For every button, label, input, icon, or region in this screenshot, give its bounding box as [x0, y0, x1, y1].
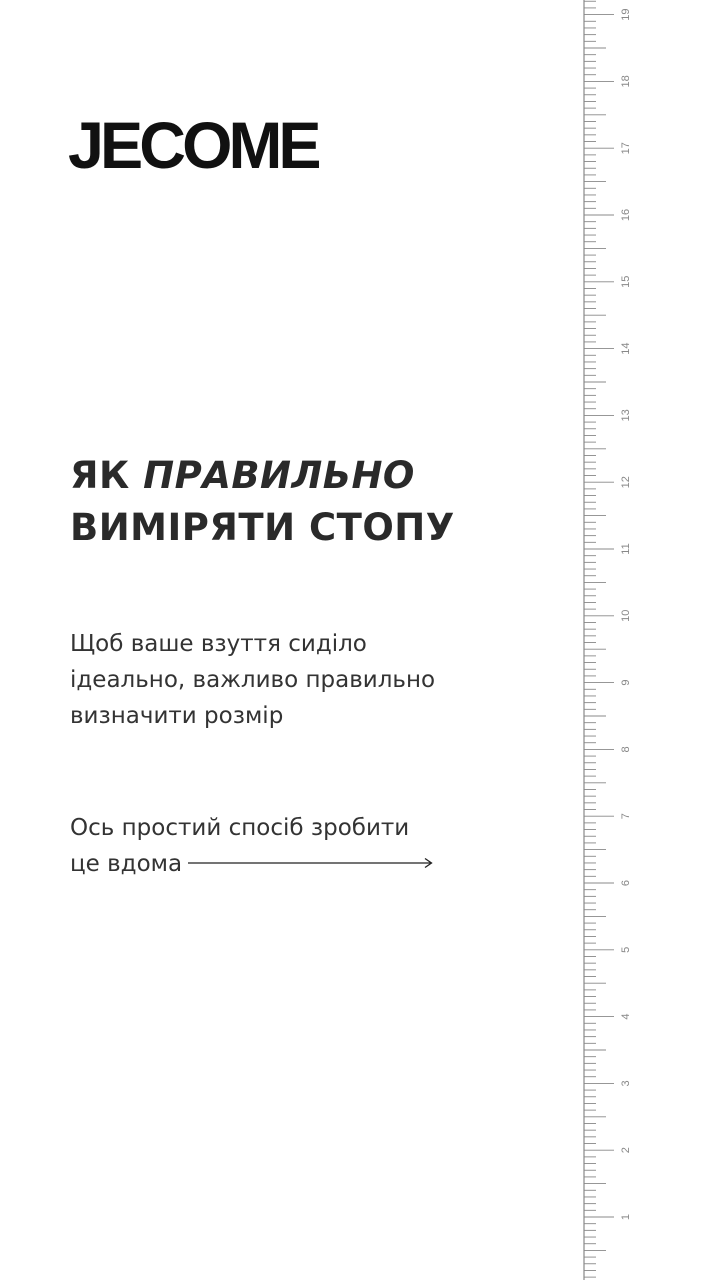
ruler-label: 18 [620, 75, 632, 88]
headline-word-normal: ЯК [70, 454, 144, 497]
ruler-label: 7 [620, 813, 632, 820]
cta-text [70, 810, 490, 882]
cta-line-2 [70, 846, 490, 882]
arrow-right-icon [188, 857, 434, 869]
cta-line-2-text: це вдома [70, 851, 183, 877]
ruler-label: 10 [620, 609, 632, 622]
ruler-label: 3 [620, 1080, 632, 1087]
headline [70, 450, 455, 554]
ruler-label: 16 [620, 208, 632, 222]
intro-line: визначити розмір [70, 703, 284, 729]
ruler-label: 9 [620, 679, 632, 686]
ruler-label: 12 [620, 476, 632, 489]
intro-text [70, 626, 490, 734]
headline-line-1 [70, 450, 455, 502]
brand-logo: JECOME [68, 108, 318, 182]
ruler-label: 13 [620, 409, 632, 422]
ruler-label: 19 [620, 8, 632, 21]
ruler-label: 5 [620, 946, 632, 953]
ruler-label: 2 [620, 1147, 632, 1154]
ruler-label: 4 [620, 1013, 632, 1020]
ruler-label: 11 [620, 543, 632, 555]
ruler-label: 17 [620, 142, 632, 155]
ruler-label: 15 [620, 275, 632, 288]
ruler-label: 8 [620, 746, 632, 753]
cta-line-1: Ось простий спосіб зробити [70, 815, 410, 841]
headline-word-italic: ПРАВИЛЬНО [143, 454, 415, 497]
headline-line-2: ВИМІРЯТИ СТОПУ [70, 506, 455, 549]
ruler [583, 0, 643, 1280]
ruler-label: 14 [620, 342, 632, 355]
ruler-label: 6 [620, 879, 632, 887]
ruler-label: 1 [620, 1213, 632, 1221]
intro-line: Щоб ваше взуття сиділо [70, 631, 367, 657]
intro-line: ідеально, важливо правильно [70, 667, 436, 693]
